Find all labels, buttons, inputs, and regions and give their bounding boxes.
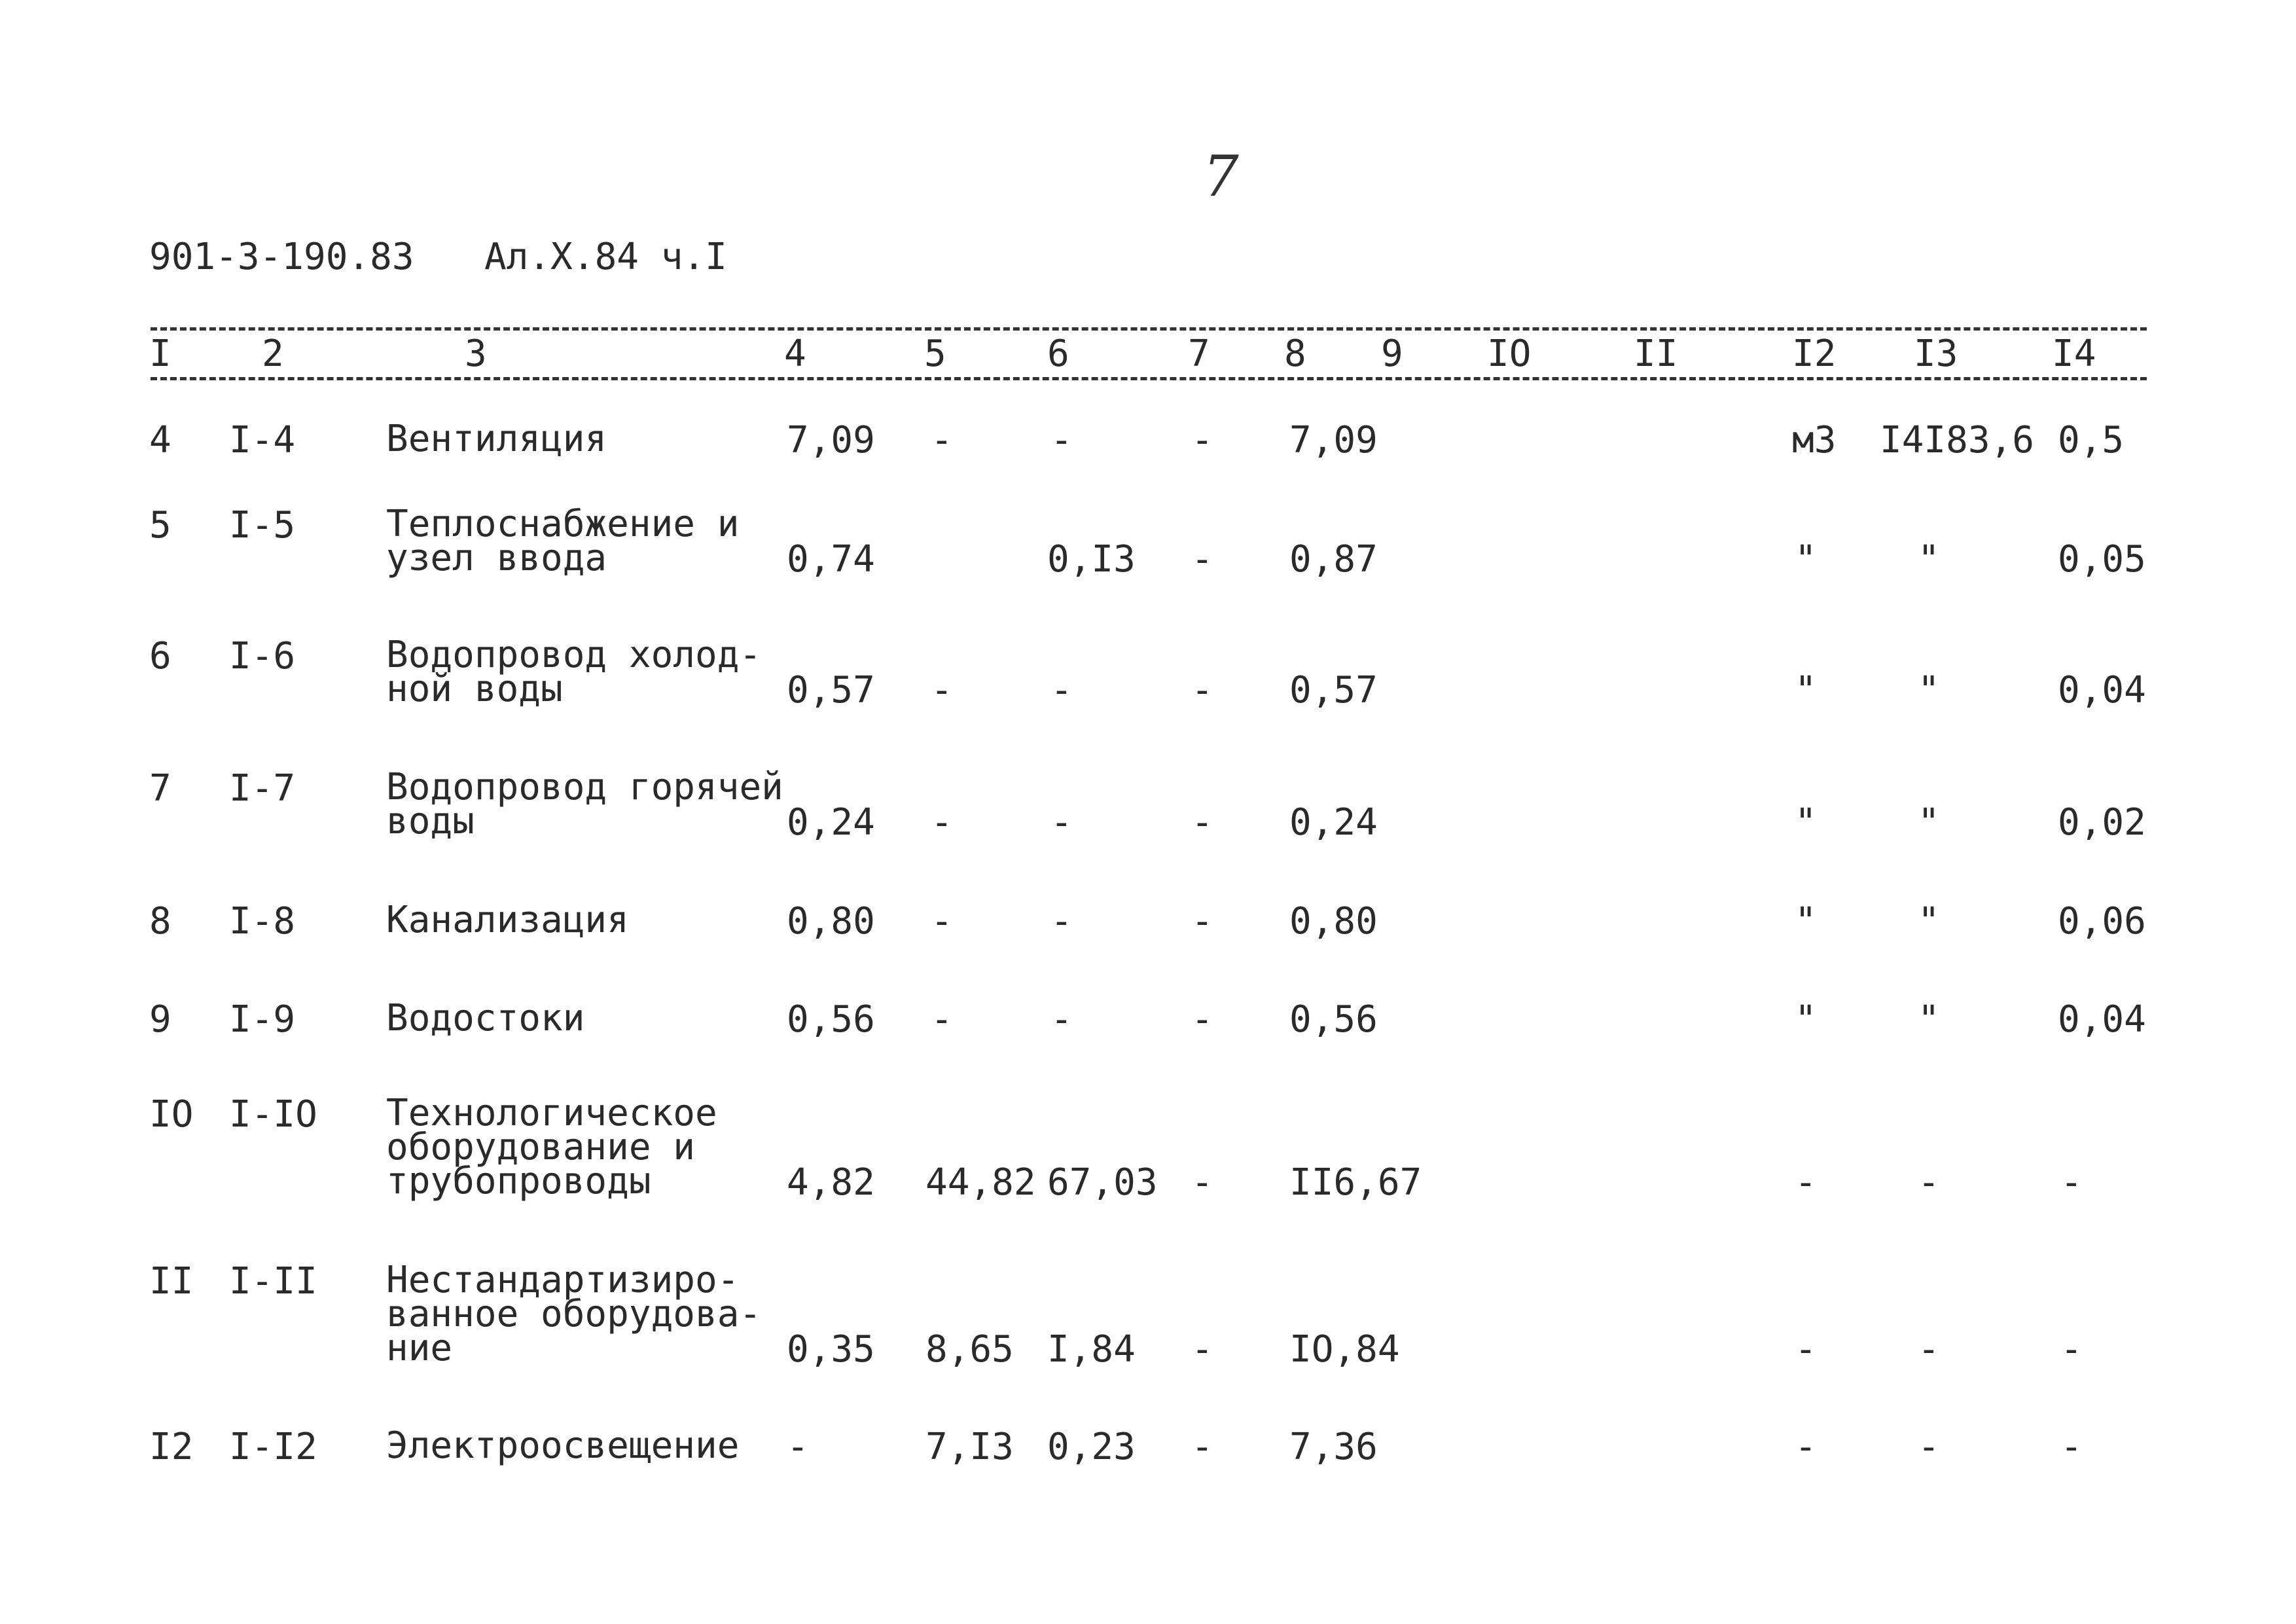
item-description: Вентиляция — [386, 418, 607, 460]
cell-col-5: - — [931, 900, 953, 943]
item-description: ной воды — [386, 668, 563, 710]
item-description: оборудование и — [386, 1126, 696, 1168]
cell-col-6: - — [1050, 419, 1073, 461]
cell-col-14: 0,04 — [2058, 998, 2146, 1041]
cell-col-8: 0,56 — [1289, 998, 1378, 1041]
cell-col-5: - — [931, 419, 953, 461]
row-number: 8 — [149, 900, 171, 943]
column-header: IO — [1487, 333, 1532, 375]
item-description: Технологическое — [386, 1092, 717, 1134]
column-header: 7 — [1188, 333, 1210, 375]
cell-col-13: - — [1918, 1328, 1940, 1371]
cell-col-6: - — [1050, 998, 1073, 1041]
row-number: II — [149, 1260, 194, 1303]
item-description: Теплоснабжение и — [386, 503, 740, 545]
cell-col-4: 0,24 — [787, 801, 875, 844]
cell-col-4: - — [787, 1426, 809, 1468]
row-number: 5 — [149, 504, 171, 547]
page-number: 7 — [1203, 144, 1239, 209]
cell-col-14: 0,06 — [2058, 900, 2146, 943]
cell-col-13: " — [1918, 801, 1940, 844]
cell-col-7: - — [1191, 419, 1213, 461]
item-code: I-7 — [229, 767, 296, 810]
cell-col-12: " — [1795, 669, 1817, 712]
cell-col-8: 0,57 — [1289, 669, 1378, 712]
cell-col-5: 44,82 — [925, 1161, 1036, 1204]
column-header: I — [149, 333, 171, 375]
cell-col-12: - — [1795, 1161, 1817, 1204]
header-bottom-rule — [151, 377, 2147, 380]
item-description: ванное оборудова- — [386, 1293, 762, 1335]
cell-col-12: " — [1795, 998, 1817, 1041]
cell-col-14: - — [2060, 1328, 2083, 1371]
column-header: I2 — [1792, 333, 1837, 375]
item-code: I-IO — [229, 1093, 317, 1136]
cell-col-14: 0,05 — [2058, 538, 2146, 581]
row-number: I2 — [149, 1426, 194, 1468]
item-code: I-9 — [229, 998, 296, 1041]
column-header: 6 — [1047, 333, 1069, 375]
cell-col-13: - — [1918, 1161, 1940, 1204]
cell-col-6: - — [1050, 669, 1073, 712]
column-header: I3 — [1914, 333, 1958, 375]
cell-col-7: - — [1191, 1161, 1213, 1204]
cell-col-4: 4,82 — [787, 1161, 875, 1204]
item-description: воды — [386, 800, 475, 842]
cell-col-12: - — [1795, 1328, 1817, 1371]
item-code: I-I2 — [229, 1426, 317, 1468]
item-code: I-II — [229, 1260, 317, 1303]
cell-col-8: 0,80 — [1289, 900, 1378, 943]
cell-col-8: 7,36 — [1289, 1426, 1378, 1468]
album-reference: Ал.Х.84 ч.I — [484, 236, 727, 278]
cell-col-7: - — [1191, 900, 1213, 943]
cell-col-13: " — [1918, 900, 1940, 943]
column-header: I4 — [2052, 333, 2096, 375]
cell-col-4: 0,74 — [787, 538, 875, 581]
item-description: Водостоки — [386, 997, 585, 1039]
cell-col-7: - — [1191, 1426, 1213, 1468]
cell-col-13: - — [1918, 1426, 1940, 1468]
cell-col-6: 0,23 — [1047, 1426, 1136, 1468]
column-header: II — [1634, 333, 1678, 375]
item-code: I-8 — [229, 900, 296, 943]
column-header: 2 — [262, 333, 284, 375]
cell-col-5: 7,I3 — [925, 1426, 1014, 1468]
column-header: 4 — [784, 333, 806, 375]
cell-col-6: - — [1050, 900, 1073, 943]
cell-col-7: - — [1191, 669, 1213, 712]
cell-col-7: - — [1191, 538, 1213, 581]
cell-col-4: 7,09 — [787, 419, 875, 461]
cell-col-8: 0,24 — [1289, 801, 1378, 844]
cell-col-13: " — [1918, 998, 1940, 1041]
row-number: IO — [149, 1093, 194, 1136]
item-code: I-6 — [229, 635, 296, 677]
cell-col-13: " — [1918, 538, 1940, 581]
cell-col-4: 0,80 — [787, 900, 875, 943]
item-description: Водопровод горячей — [386, 766, 783, 808]
column-header: 3 — [465, 333, 487, 375]
cell-col-14: 0,04 — [2058, 669, 2146, 712]
cell-col-8: IO,84 — [1289, 1328, 1400, 1371]
cell-col-6: I,84 — [1047, 1328, 1136, 1371]
cell-col-14: 0,5 — [2058, 419, 2125, 461]
item-code: I-4 — [229, 419, 296, 461]
row-number: 6 — [149, 635, 171, 677]
column-header: 5 — [924, 333, 946, 375]
column-header: 8 — [1284, 333, 1306, 375]
cell-col-8: 7,09 — [1289, 419, 1378, 461]
cell-col-6: 67,03 — [1047, 1161, 1158, 1204]
cell-col-12: " — [1795, 900, 1817, 943]
cell-col-7: - — [1191, 1328, 1213, 1371]
cell-col-14: - — [2060, 1426, 2083, 1468]
cell-col-7: - — [1191, 998, 1213, 1041]
cell-col-13: " — [1918, 669, 1940, 712]
header-top-rule — [151, 327, 2147, 331]
cell-col-14: - — [2060, 1161, 2083, 1204]
cell-col-6: 0,I3 — [1047, 538, 1136, 581]
column-header: 9 — [1381, 333, 1403, 375]
item-description: Канализация — [386, 899, 629, 941]
item-description: ние — [386, 1327, 453, 1369]
cell-col-8: II6,67 — [1289, 1161, 1422, 1204]
cell-col-4: 0,56 — [787, 998, 875, 1041]
cell-col-5: - — [931, 669, 953, 712]
item-description: Водопровод холод- — [386, 634, 762, 676]
item-description: Электроосвещение — [386, 1424, 740, 1467]
cell-col-12: - — [1795, 1426, 1817, 1468]
cell-col-6: - — [1050, 801, 1073, 844]
item-description: Нестандартизиро- — [386, 1259, 740, 1301]
cell-col-5: 8,65 — [925, 1328, 1014, 1371]
cell-col-5: - — [931, 801, 953, 844]
cell-col-7: - — [1191, 801, 1213, 844]
row-number: 4 — [149, 419, 171, 461]
cell-col-14: 0,02 — [2058, 801, 2146, 844]
item-description: трубопроводы — [386, 1160, 651, 1202]
cell-col-12: " — [1795, 538, 1817, 581]
cell-col-13: I4I83,6 — [1880, 419, 2035, 461]
cell-col-12: " — [1795, 801, 1817, 844]
cell-col-4: 0,57 — [787, 669, 875, 712]
cell-col-4: 0,35 — [787, 1328, 875, 1371]
cell-col-5: - — [931, 998, 953, 1041]
item-code: I-5 — [229, 504, 296, 547]
item-description: узел ввода — [386, 537, 607, 579]
row-number: 9 — [149, 998, 171, 1041]
cell-col-8: 0,87 — [1289, 538, 1378, 581]
cell-col-12: м3 — [1792, 419, 1837, 461]
row-number: 7 — [149, 767, 171, 810]
document-code: 901-3-190.83 — [149, 236, 414, 278]
